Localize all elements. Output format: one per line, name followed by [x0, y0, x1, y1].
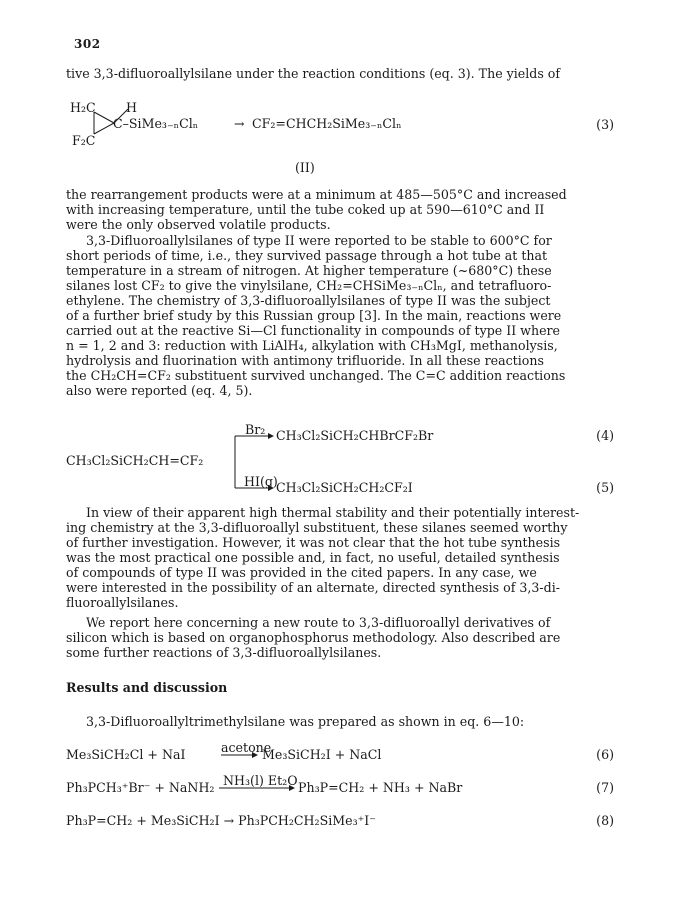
- eq8-number: (8): [596, 813, 614, 828]
- text-line: of further investigation. However, it was not clear that the hot tube synthesis: [66, 535, 561, 550]
- eq6-number: (6): [596, 747, 614, 762]
- text-line: also were reported (eq. 4, 5).: [66, 383, 253, 398]
- eq7-reagent: NH₃(l) Et₂O: [223, 773, 298, 788]
- eq7-number: (7): [596, 780, 614, 795]
- text-line: with increasing temperature, until the tube coked up at 590—610°C and II: [66, 202, 545, 217]
- text-line: We report here concerning a new route to 3,3-difluoroallyl derivatives of: [86, 615, 551, 630]
- eq6-right: Me₃SiCH₂I + NaCl: [262, 747, 382, 762]
- text-line: 3,3-Difluoroallyltrimethylsilane was prepared as shown in eq. 6—10:: [86, 714, 525, 729]
- text-line: was the most practical one possible and, in fact, no useful, detailed synthesis: [66, 550, 560, 565]
- page-number: 302: [74, 37, 101, 51]
- eq3-f2c: F₂C: [72, 133, 96, 148]
- text-line: carried out at the reactive Si—Cl functionality in compounds of type II where: [66, 323, 560, 338]
- text-line: silicon which is based on organophosphorus methodology. Also described are: [66, 630, 561, 645]
- eq6-reagent: acetone: [221, 740, 272, 755]
- section-heading: Results and discussion: [66, 680, 228, 695]
- eq8-text: Ph₃P=CH₂ + Me₃SiCH₂I → Ph₃PCH₂CH₂SiMe₃⁺I⁻: [66, 813, 376, 828]
- text-line: fluoroallylsilanes.: [66, 595, 179, 610]
- text-line: were interested in the possibility of an alternate, directed synthesis of 3,3-di-: [66, 580, 560, 595]
- eq5-product: CH₃Cl₂SiCH₂CH₂CF₂I: [276, 480, 413, 495]
- text-line: ethylene. The chemistry of 3,3-difluoroallylsilanes of type II was the subject: [66, 293, 551, 308]
- text-line: silanes lost CF₂ to give the vinylsilane, CH₂=CHSiMe₃₋ₙClₙ, and tetrafluoro-: [66, 278, 552, 293]
- text-line: some further reactions of 3,3-difluoroallylsilanes.: [66, 645, 382, 660]
- eq5-reagent: HI(g): [244, 474, 278, 489]
- text-line: the rearrangement products were at a minimum at 485—505°C and increased: [66, 187, 567, 202]
- eq7-right: Ph₃P=CH₂ + NH₃ + NaBr: [298, 780, 463, 795]
- text-line: the CH₂CH=CF₂ substituent survived unchanged. The C=C addition reactions: [66, 368, 566, 383]
- text-line: ing chemistry at the 3,3-difluoroallyl substituent, these silanes seemed worthy: [66, 520, 568, 535]
- text-line: In view of their apparent high thermal stability and their potentially interest-: [86, 505, 580, 520]
- text-line: tive 3,3-difluoroallylsilane under the reaction conditions (eq. 3). The yields of: [66, 66, 561, 81]
- text-line: n = 1, 2 and 3: reduction with LiAlH₄, alkylation with CH₃MgI, methanolysis,: [66, 338, 558, 353]
- text-line: of compounds of type II was provided in the cited papers. In any case, we: [66, 565, 537, 580]
- eq3-h: H: [126, 100, 137, 115]
- paragraph-3: [66, 505, 614, 610]
- text-line: were the only observed volatile products.: [66, 217, 331, 232]
- compound-label: (II): [295, 160, 315, 175]
- paragraph-2: [66, 233, 614, 398]
- eq6-left: Me₃SiCH₂Cl + NaI: [66, 747, 186, 762]
- eq3-arrow: →: [234, 116, 245, 131]
- eq3-reactant: C–SiMe₃₋ₙClₙ: [113, 116, 199, 131]
- eq4-product: CH₃Cl₂SiCH₂CHBrCF₂Br: [276, 428, 434, 443]
- eq45-reactant: CH₃Cl₂SiCH₂CH=CF₂: [66, 453, 204, 468]
- eq4-number: (4): [596, 428, 614, 443]
- eq3-product: CF₂=CHCH₂SiMe₃₋ₙClₙ: [252, 116, 402, 131]
- text-line: hydrolysis and fluorination with antimony trifluoride. In all these reactions: [66, 353, 544, 368]
- text-line: short periods of time, i.e., they survived passage through a hot tube at that: [66, 248, 548, 263]
- eq3-number: (3): [596, 117, 614, 132]
- eq4-reagent: Br₂: [245, 422, 266, 437]
- text-line: temperature in a stream of nitrogen. At higher temperature (~680°C) these: [66, 263, 552, 278]
- text-line: 3,3-Difluoroallylsilanes of type II were reported to be stable to 600°C for: [86, 233, 552, 248]
- eq3-h2c: H₂C: [70, 100, 96, 115]
- eq5-number: (5): [596, 480, 614, 495]
- paragraph-4: [66, 615, 614, 660]
- eq7-left: Ph₃PCH₃⁺Br⁻ + NaNH₂: [66, 780, 215, 795]
- paragraph-5: [66, 714, 614, 729]
- text-line: of a further brief study by this Russian group [3]. In the main, reactions were: [66, 308, 562, 323]
- paragraph-1: [66, 187, 614, 232]
